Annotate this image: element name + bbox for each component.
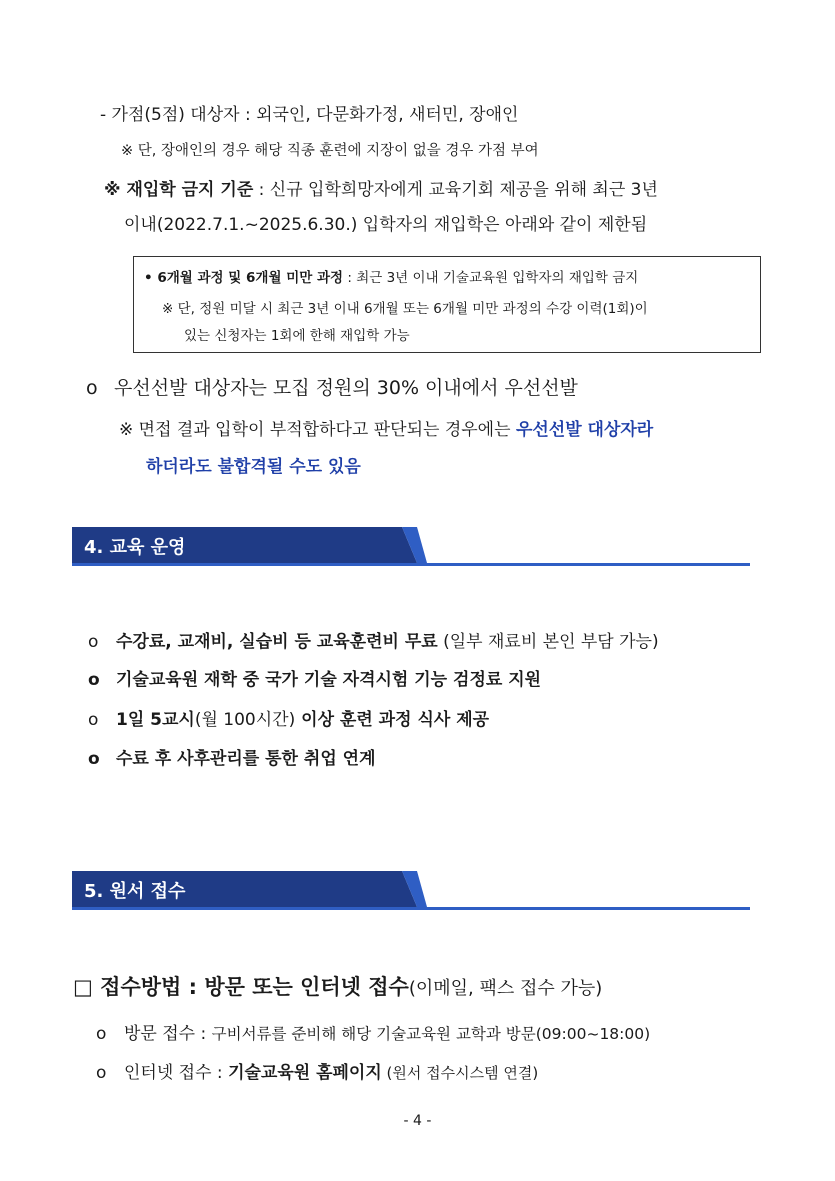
list-item: [88, 665, 541, 690]
section-5-header: [72, 871, 752, 911]
list-item-label: 인터넷 접수 :: [124, 1063, 229, 1083]
list-item-extra: (월 100시간): [194, 710, 296, 730]
list-item: [96, 1058, 538, 1083]
section-4-title: 4. 교육 운영: [84, 537, 186, 558]
priority-note: [119, 415, 653, 440]
bonus-line: - 가점(5점) 대상자 : 외국인, 다문화가정, 새터민, 장애인: [100, 105, 519, 125]
box-line-2: ※ 단, 정원 미달 시 최근 3년 이내 6개월 또는 6개월 미만 과정의 수강 이력(1회)이: [162, 301, 648, 317]
list-item-extra: (원서 접수시스템 연결): [381, 1064, 539, 1082]
bullet-o: o: [88, 710, 99, 730]
list-item-label: 방문 접수 :: [124, 1024, 212, 1044]
list-item-text: 기술교육원 홈페이지: [228, 1063, 382, 1083]
section-4-header: [72, 527, 752, 567]
section-5-title: 5. 원서 접수: [84, 881, 186, 902]
priority-line: [86, 373, 578, 400]
submission-method-rest: (이메일, 팩스 접수 가능): [408, 978, 603, 999]
box-line-3: 있는 신청자는 1회에 한해 재입학 가능: [184, 328, 410, 344]
readmission-rule: [104, 175, 658, 200]
priority-note-line2: 하더라도 불합격될 수도 있음: [146, 457, 361, 477]
bullet-o: o: [96, 1024, 107, 1044]
bullet-o: o: [88, 670, 100, 690]
bullet-o: o: [86, 377, 98, 399]
list-item: [88, 744, 376, 769]
checkbox-icon: □: [73, 975, 93, 999]
bullet-o: o: [88, 632, 99, 652]
readmission-prefix: ※ 재입학 금지 기준: [104, 180, 254, 200]
box-line-1-rest: : 최근 3년 이내 기술교육원 입학자의 재입학 금지: [343, 270, 639, 286]
list-item-main: 수료 후 사후관리를 통한 취업 연계: [116, 749, 376, 769]
priority-note-prefix: ※ 면접 결과 입학이 부적합하다고 판단되는 경우에는: [119, 420, 516, 440]
list-item-main: 수강료, 교재비, 실습비 등 교육훈련비 무료: [116, 632, 438, 652]
bullet-o: o: [88, 749, 100, 769]
restriction-box: [133, 256, 761, 353]
bonus-note: ※ 단, 장애인의 경우 해당 직종 훈련에 지장이 없을 경우 가점 부여: [121, 143, 539, 159]
readmission-rest: : 신규 입학희망자에게 교육기회 제공을 위해 최근 3년: [253, 180, 658, 200]
list-item-main: 1일 5교시: [116, 710, 195, 730]
list-item: [88, 627, 659, 652]
list-item-main-2: 이상 훈련 과정 식사 제공: [295, 710, 490, 730]
list-item: [88, 705, 489, 730]
box-line-1: [144, 266, 638, 286]
priority-note-emphasis: 우선선발 대상자라: [515, 420, 654, 440]
list-item: [96, 1019, 650, 1044]
submission-method: [73, 971, 602, 1001]
list-item-text: 구비서류를 준비해 해당 기술교육원 교학과 방문(09:00~18:00): [211, 1025, 651, 1043]
list-item-main: 기술교육원 재학 중 국가 기술 자격시험 기능 검정료 지원: [116, 670, 542, 690]
readmission-period: 이내(2022.7.1.~2025.6.30.) 입학자의 재입학은 아래와 같이 제한됨: [124, 215, 648, 235]
list-item-extra: (일부 재료비 본인 부담 가능): [437, 632, 659, 652]
page-number: - 4 -: [403, 1113, 432, 1129]
box-line-1-bold: • 6개월 과정 및 6개월 미만 과정: [144, 270, 344, 286]
bullet-o: o: [96, 1063, 107, 1083]
priority-text: 우선선발 대상자는 모집 정원의 30% 이내에서 우선선발: [114, 377, 578, 399]
submission-method-bold: 접수방법 : 방문 또는 인터넷 접수: [92, 975, 409, 999]
